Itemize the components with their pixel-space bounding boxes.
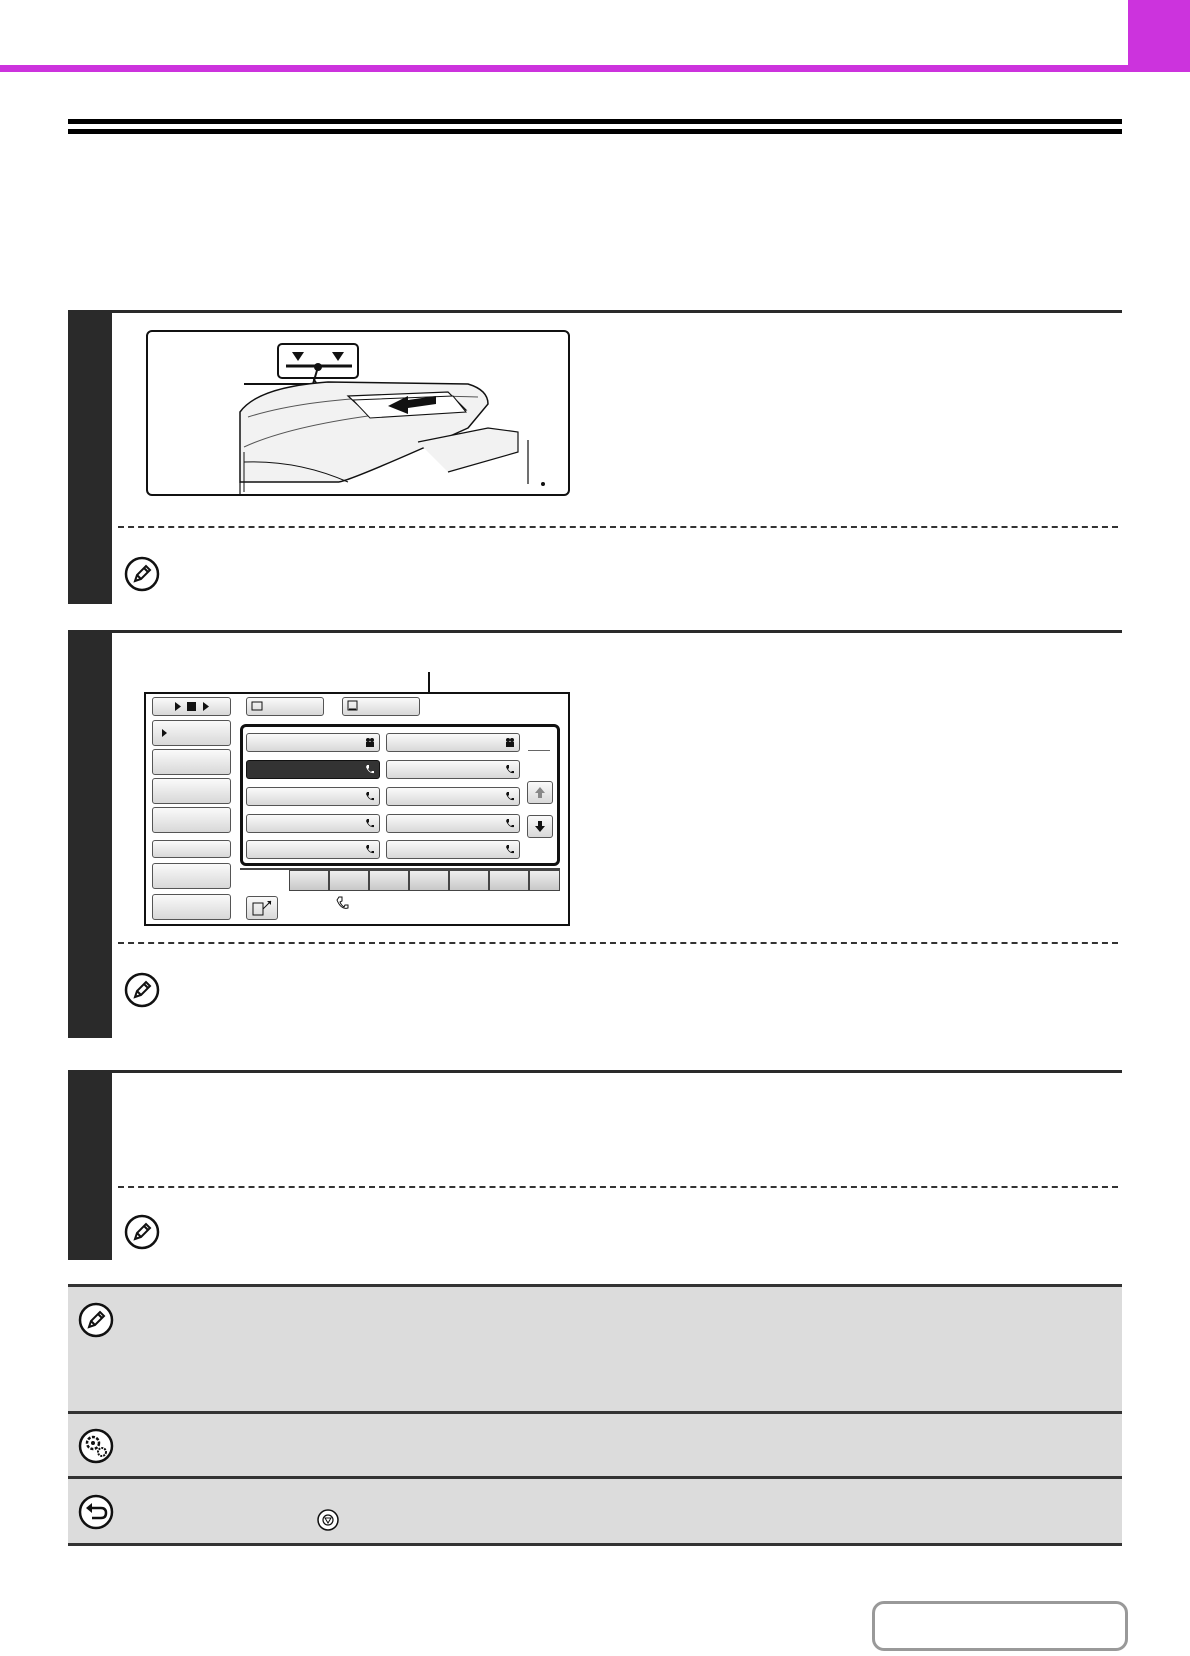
- page-indicator-line: [528, 750, 550, 751]
- step-1-divider: [118, 526, 1118, 528]
- condition-settings-button[interactable]: [152, 697, 231, 716]
- group-address-key-2[interactable]: [386, 733, 520, 752]
- phone-icon: [505, 764, 515, 774]
- side-button-1[interactable]: [152, 720, 231, 746]
- info-panel-system-settings: [68, 1414, 1122, 1476]
- title-rule-bottom: [68, 129, 1122, 134]
- pencil-icon: [124, 1214, 160, 1250]
- address-key-selected[interactable]: [246, 760, 380, 779]
- header-accent-line: [0, 65, 1128, 72]
- folder-icon: [247, 698, 267, 715]
- index-tab-6[interactable]: [489, 870, 529, 891]
- arrow-up-icon: [528, 782, 552, 803]
- pencil-icon: [78, 1302, 114, 1338]
- play-stop-icon: [153, 698, 232, 715]
- scroll-up-button[interactable]: [527, 781, 553, 804]
- address-key-8[interactable]: [386, 840, 520, 859]
- group-address-key-1[interactable]: [246, 733, 380, 752]
- side-button-2[interactable]: [152, 749, 231, 775]
- side-button-4[interactable]: [152, 807, 231, 833]
- info-panel-bottom-rule: [68, 1543, 1122, 1546]
- scroll-down-button[interactable]: [527, 815, 553, 838]
- side-button-7[interactable]: [152, 894, 231, 920]
- document-feeder-drawing: [148, 332, 568, 494]
- step-2-bar: [68, 630, 112, 1038]
- title-rule-top: [68, 119, 1122, 124]
- book-arrow-icon: [247, 897, 277, 919]
- phone-icon: [505, 791, 515, 801]
- step-3-divider: [118, 1186, 1118, 1188]
- side-button-6[interactable]: [152, 863, 231, 889]
- phone-legend-icon: [336, 896, 350, 910]
- pencil-icon: [124, 556, 160, 592]
- step-3-rule: [68, 1070, 1122, 1073]
- address-key-6[interactable]: [386, 814, 520, 833]
- gear-icon: [78, 1428, 114, 1464]
- address-key-2[interactable]: [386, 760, 520, 779]
- index-tab-1[interactable]: [289, 870, 329, 891]
- phone-icon: [365, 818, 375, 828]
- info-panel-notes: [68, 1287, 1122, 1411]
- index-tab-2[interactable]: [329, 870, 369, 891]
- phone-icon: [365, 791, 375, 801]
- address-key-3[interactable]: [246, 787, 380, 806]
- phone-icon: [505, 818, 515, 828]
- side-button-5[interactable]: [152, 840, 231, 858]
- side-button-3[interactable]: [152, 778, 231, 804]
- step-1-rule: [68, 310, 1122, 313]
- sort-button[interactable]: [246, 697, 324, 716]
- indicator-line-callout: [278, 344, 358, 378]
- address-key-5[interactable]: [246, 814, 380, 833]
- search-book-icon: [343, 698, 363, 715]
- global-address-search-button[interactable]: [342, 697, 420, 716]
- stop-key-icon: [316, 1508, 340, 1532]
- section-title: [68, 150, 1122, 270]
- address-key-7[interactable]: [246, 840, 380, 859]
- page-number-badge[interactable]: [872, 1601, 1128, 1651]
- document-feeder-illustration: [146, 330, 570, 496]
- return-arrow-icon: [78, 1494, 114, 1530]
- phone-icon: [365, 844, 375, 854]
- index-tab-5[interactable]: [449, 870, 489, 891]
- header-chapter-tab[interactable]: [1128, 0, 1190, 72]
- index-tab-4[interactable]: [409, 870, 449, 891]
- address-key-4[interactable]: [386, 787, 520, 806]
- step-1-bar: [68, 310, 112, 604]
- step-2-divider: [118, 942, 1118, 944]
- phone-icon: [365, 764, 375, 774]
- group-icon: [365, 737, 375, 747]
- address-review-button[interactable]: [246, 896, 278, 920]
- index-tab-3[interactable]: [369, 870, 409, 891]
- arrow-down-icon: [528, 816, 552, 837]
- step-2-rule: [68, 630, 1122, 633]
- pencil-icon: [124, 972, 160, 1008]
- group-icon: [505, 737, 515, 747]
- index-tab-7[interactable]: [529, 870, 560, 891]
- phone-icon: [505, 844, 515, 854]
- step-3-bar: [68, 1070, 112, 1260]
- info-panel-cancel: [68, 1479, 1122, 1543]
